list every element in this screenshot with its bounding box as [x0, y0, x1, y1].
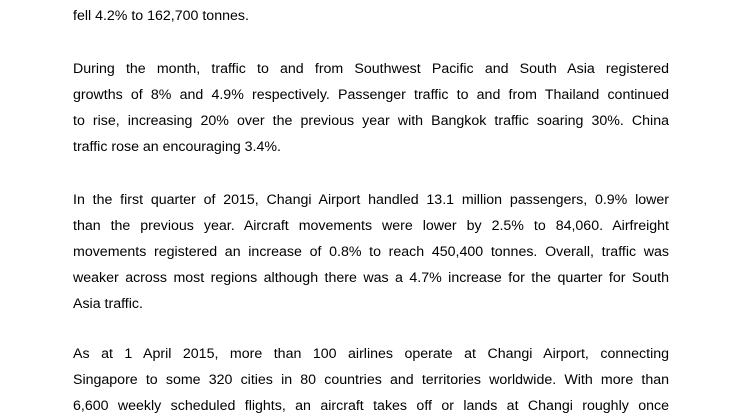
text-line: fell 4.2% to 162,700 tonnes. — [73, 8, 249, 24]
text-line: than the previous year. Aircraft movements were lower by 2.5% to 84,060. Airfreight — [73, 218, 669, 234]
text-line: As at 1 April 2015, more than 100 airlines operate at Changi Airport, connecting — [73, 346, 669, 362]
text-line: to rise, increasing 20% over the previous year with Bangkok traffic soaring 30%. China — [73, 113, 669, 129]
text-line: 6,600 weekly scheduled flights, an aircraft takes off or lands at Changi roughly once — [73, 398, 669, 414]
text-line: traffic rose an encouraging 3.4%. — [73, 139, 281, 155]
text-line: During the month, traffic to and from Southwest Pacific and South Asia registered — [73, 61, 669, 77]
text-line: growths of 8% and 4.9% respectively. Passenger traffic to and from Thailand continued — [73, 87, 669, 103]
text-line: Asia traffic. — [73, 296, 143, 312]
paragraph-regional-traffic — [73, 56, 669, 160]
paragraph-freight-summary — [73, 3, 669, 29]
text-line: Singapore to some 320 cities in 80 countries and territories worldwide. With more than — [73, 372, 669, 388]
text-line: movements registered an increase of 0.8% to reach 450,400 tonnes. Overall, traffic was — [73, 244, 669, 260]
paragraph-airline-network — [73, 341, 669, 419]
paragraph-first-quarter — [73, 187, 669, 317]
text-line: In the first quarter of 2015, Changi Airport handled 13.1 million passengers, 0.9% lower — [73, 192, 669, 208]
text-line: weaker across most regions although there was a 4.7% increase for the quarter for South — [73, 270, 669, 286]
